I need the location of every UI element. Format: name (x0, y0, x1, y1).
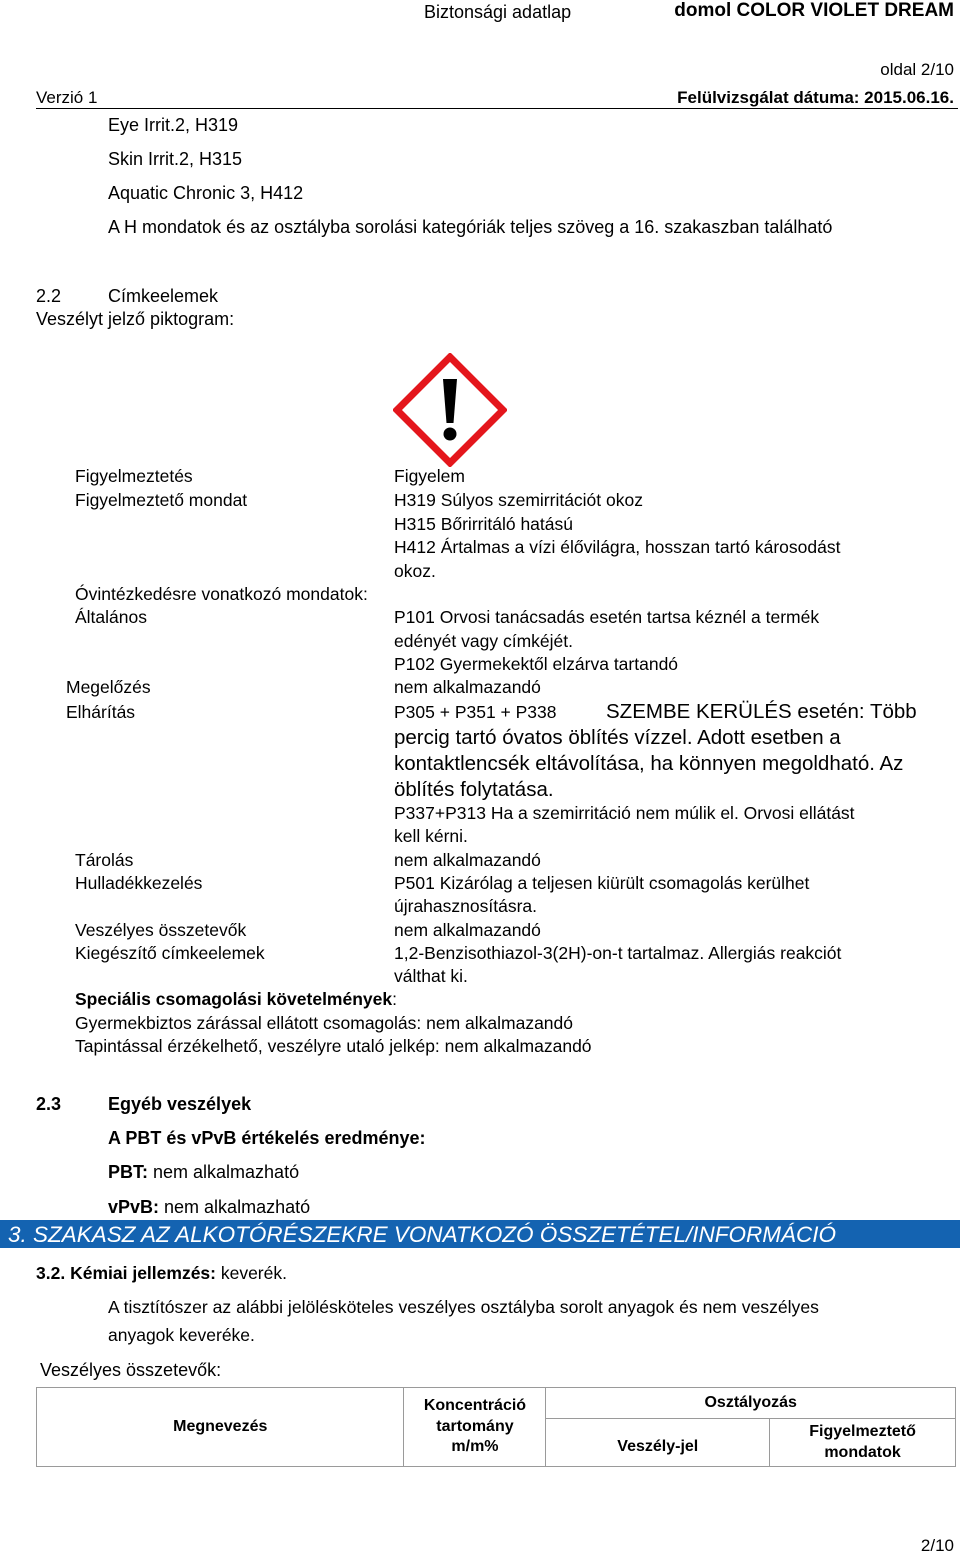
disposal-statement: P501 Kizárólag a teljesen kiürült csomagolás kerülhet (394, 873, 810, 893)
response-code: P305 + P351 + P338 (394, 702, 557, 722)
pbt-line (108, 1162, 299, 1184)
mixture-description: anyagok keveréke. (108, 1325, 255, 1345)
vpvb-value: nem alkalmazható (159, 1197, 311, 1217)
general-label: Általános (75, 607, 147, 627)
vpvb-line (108, 1197, 310, 1219)
supplementary-label: Kiegészítő címkeelemek (75, 943, 265, 963)
disposal-label: Hulladékkezelés (75, 873, 203, 893)
section-3-2-line (36, 1263, 287, 1284)
vpvb-label: vPvB: (108, 1197, 160, 1217)
response-extra: kell kérni. (394, 826, 468, 846)
section-3-title: 3. SZAKASZ AZ ALKOTÓRÉSZEKRE VONATKOZÓ ÖSSZETÉTEL/INFORMÁCIÓ (8, 1222, 837, 1247)
packaging-heading: Speciális csomagolási követelmények (75, 989, 393, 1009)
prevention-value: nem alkalmazandó (394, 677, 541, 697)
general-statement: P102 Gyermekektől elzárva tartandó (394, 654, 679, 674)
mixture-description: A tisztítószer az alábbi jelölésköteles veszélyes osztályba sorolt anyagok és nem veszélyes (108, 1297, 819, 1317)
section-2-3-title: Egyéb veszélyek (108, 1094, 252, 1114)
page-number-footer: 2/10 (920, 1536, 954, 1555)
classification-item: Skin Irrit.2, H315 (108, 149, 243, 169)
page-number-top: oldal 2/10 (880, 60, 954, 79)
hazard-statement: okoz. (394, 561, 436, 581)
response-extra: P337+P313 Ha a szemirritáció nem múlik el. Orvosi ellátást (394, 803, 855, 823)
chemical-characterization-label: Kémiai jellemzés: (70, 1263, 216, 1283)
section-3-2-number: 3.2. (36, 1263, 66, 1283)
hazardous-components-heading: Veszélyes összetevők: (40, 1360, 222, 1380)
disposal-statement: újrahasznosításra. (394, 896, 537, 916)
signal-word: Figyelem (394, 466, 465, 486)
response-statement: SZEMBE KERÜLÉS esetén: Több (606, 700, 917, 723)
hazard-statement-label: Figyelmeztető mondat (75, 490, 248, 510)
hazardous-components-label: Veszélyes összetevők (75, 920, 247, 940)
prevention-label: Megelőzés (66, 677, 151, 697)
general-statement: P101 Orvosi tanácsadás esetén tartsa kéznél a termék (394, 607, 820, 627)
ghs-exclamation-icon (393, 353, 507, 467)
pbt-value: nem alkalmazható (148, 1162, 300, 1182)
storage-label: Tárolás (75, 850, 134, 870)
packaging-line: Gyermekbiztos zárással ellátott csomagolás: nem alkalmazandó (75, 1013, 573, 1033)
column-header-hazard-statements (770, 1419, 956, 1467)
hazardous-components-value: nem alkalmazandó (394, 920, 541, 940)
packaging-colon: : (392, 989, 397, 1009)
hazard-statement: H315 Bőrirritáló hatású (394, 514, 573, 534)
pbt-heading: A PBT és vPvB értékelés eredménye: (108, 1128, 426, 1148)
packaging-line: Tapintással érzékelhető, veszélyre utaló jelkép: nem alkalmazandó (75, 1036, 592, 1056)
general-statement: edényét vagy címkéjét. (394, 631, 573, 651)
review-date: Felülvizsgálat dátuma: 2015.06.16. (677, 88, 954, 107)
packaging-heading-line (75, 989, 397, 1010)
pbt-label: PBT: (108, 1162, 148, 1182)
response-statement: öblítés folytatása. (394, 778, 554, 801)
precaution-heading: Óvintézkedésre vonatkozó mondatok: (75, 584, 368, 604)
signal-word-label: Figyelmeztetés (75, 466, 193, 486)
hazard-statement: H412 Ártalmas a vízi élővilágra, hosszan tartó károsodást (394, 537, 841, 557)
column-header-classification: Osztályozás (546, 1388, 956, 1419)
response-statement: kontaktlencsék eltávolítása, ha könnyen megoldható. Az (394, 752, 904, 775)
hazard-statements-header-line: Figyelmeztető (809, 1422, 916, 1440)
concentration-header-line: tartomány (436, 1417, 514, 1435)
classification-note: A H mondatok és az osztályba sorolási kategóriák teljes szöveg a 16. szakaszban található (108, 217, 833, 237)
storage-value: nem alkalmazandó (394, 850, 541, 870)
hazard-statements-header-line: mondatok (824, 1443, 901, 1461)
document-type: Biztonsági adatlap (424, 2, 572, 22)
classification-item: Eye Irrit.2, H319 (108, 115, 239, 135)
response-statement: percig tartó óvatos öblítés vízzel. Adott esetben a (394, 726, 841, 749)
supplementary-statement: 1,2-Benzisothiazol-3(2H)-on-t tartalmaz. Allergiás reakciót (394, 943, 842, 963)
response-label: Elhárítás (66, 702, 136, 722)
product-name: domol COLOR VIOLET DREAM (674, 0, 954, 21)
pictogram-label: Veszélyt jelző piktogram: (36, 309, 235, 329)
concentration-header-line: Koncentráció (423, 1396, 527, 1414)
column-header-concentration (404, 1388, 546, 1467)
supplementary-statement: válthat ki. (394, 966, 468, 986)
classification-item: Aquatic Chronic 3, H412 (108, 183, 304, 203)
section-2-2-title: Címkeelemek (108, 286, 219, 306)
version-label: Verzió 1 (36, 88, 98, 107)
concentration-header-line: m/m% (451, 1438, 499, 1456)
section-3-banner (0, 1220, 960, 1248)
hazard-statement: H319 Súlyos szemirritációt okoz (394, 490, 643, 510)
section-2-2-number: 2.2 (36, 286, 62, 306)
chemical-characterization-value: keverék. (215, 1263, 287, 1283)
ingredients-table (36, 1387, 956, 1467)
column-header-hazard-symbol: Veszély-jel (546, 1419, 770, 1467)
section-2-3-number: 2.3 (36, 1094, 62, 1114)
column-header-name: Megnevezés (37, 1388, 404, 1467)
